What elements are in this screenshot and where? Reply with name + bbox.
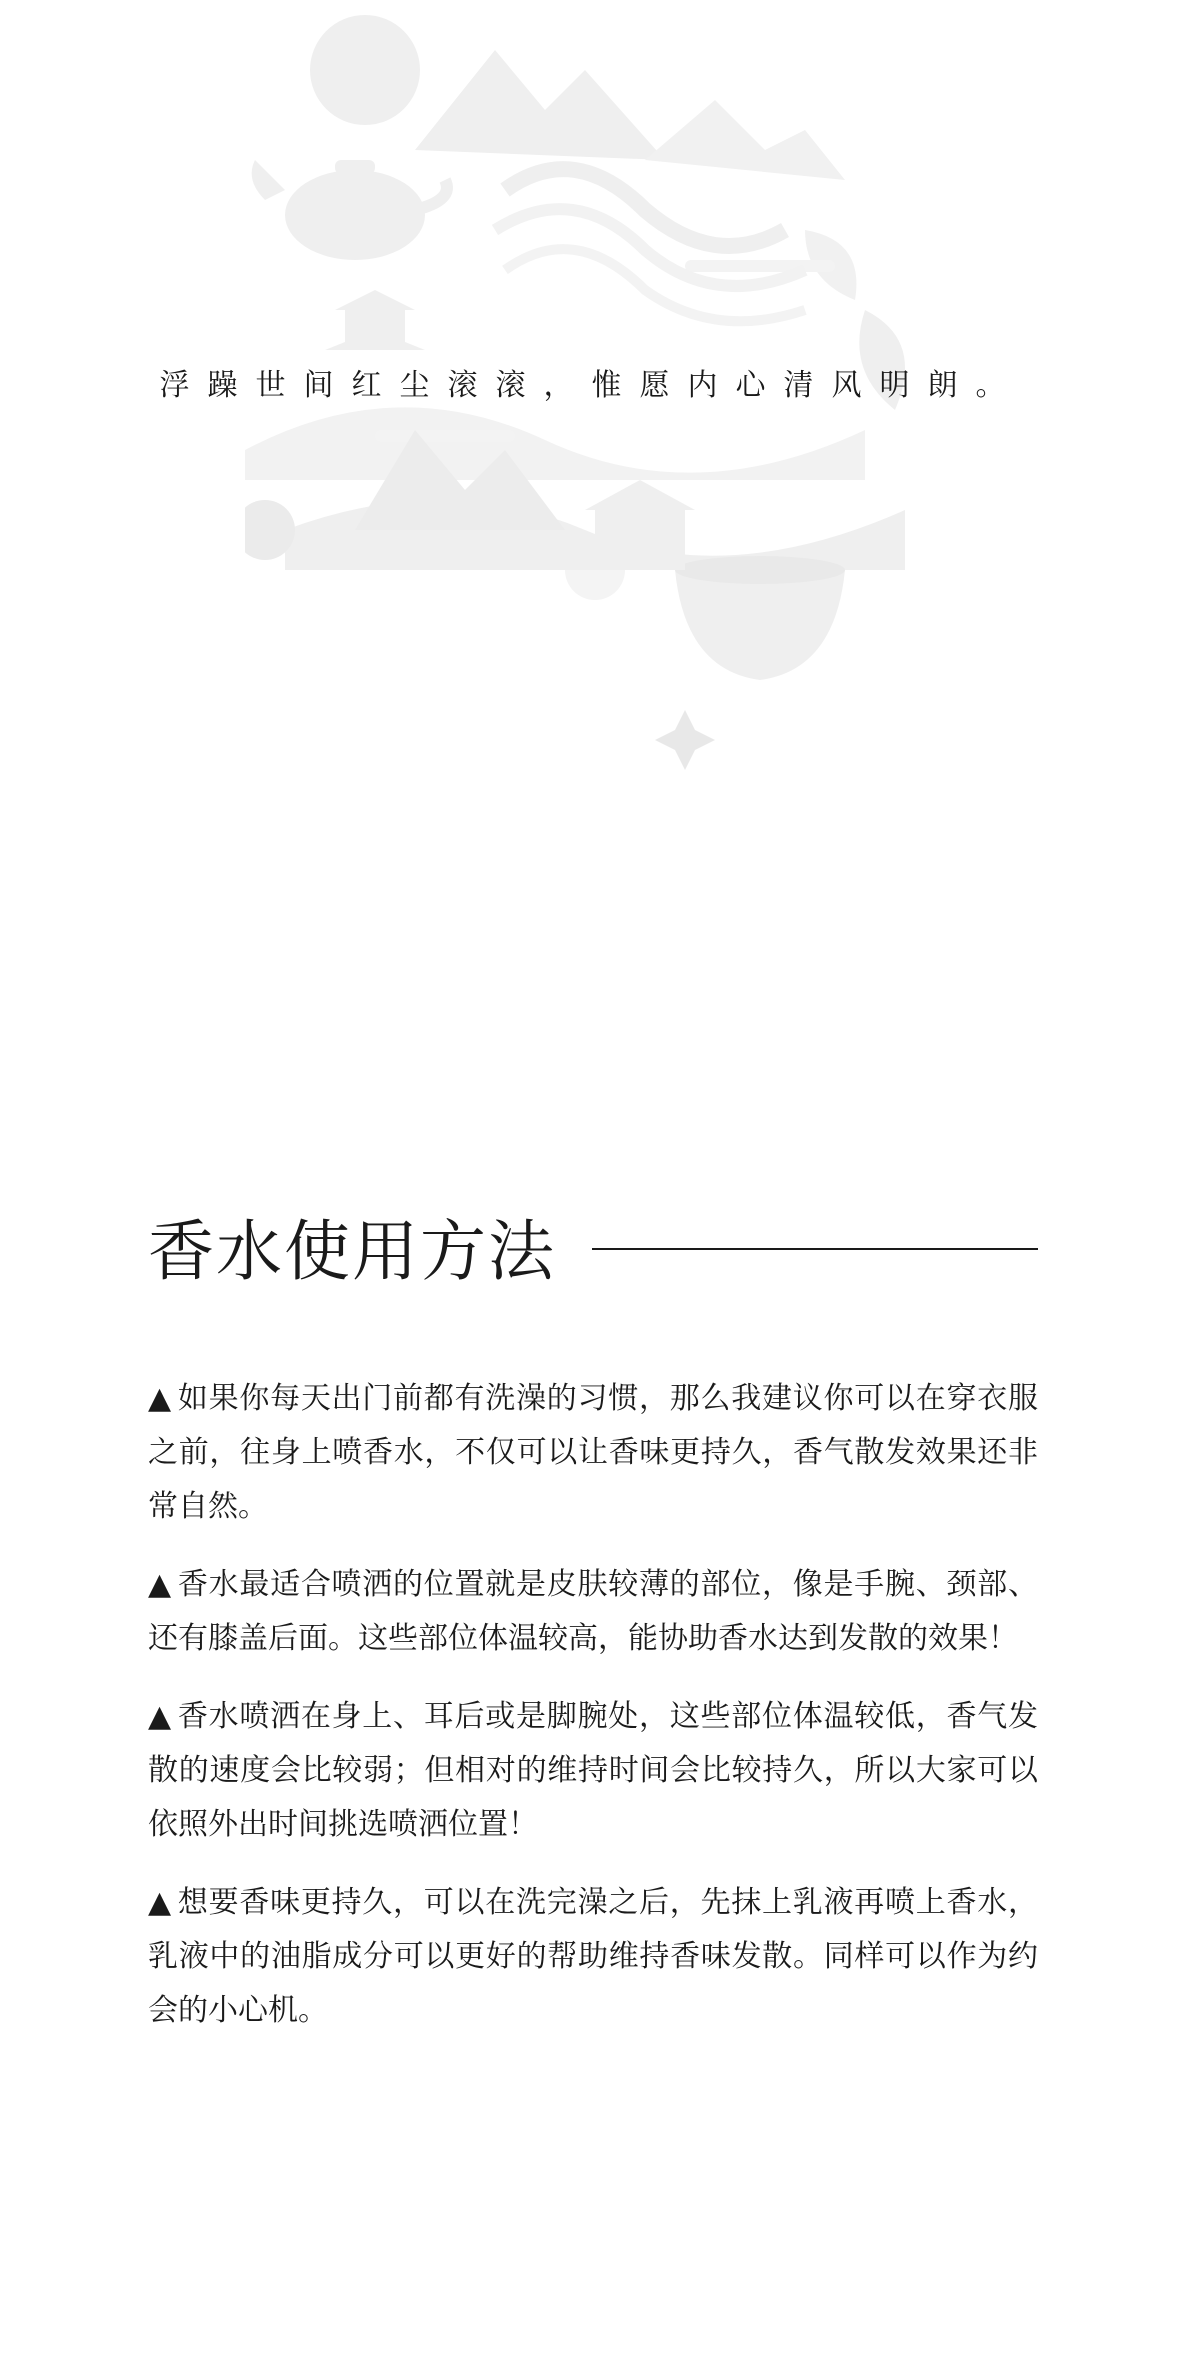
tip-text: 想要香味更持久，可以在洗完澡之后，先抹上乳液再喷上香水，乳液中的油脂成分可以更好的帮助维持香味发散。同样可以作为约会的小心机。 <box>148 1885 1038 2028</box>
tip-text: 香水最适合喷洒的位置就是皮肤较薄的部位，像是手腕、颈部、还有膝盖后面。这些部位体温较高，能协助香水达到发散的效果！ <box>148 1567 1038 1656</box>
perfume-usage-section <box>148 1200 1038 2062</box>
title-divider-line <box>592 1248 1038 1250</box>
triangle-bullet-icon: ▲ <box>148 1567 172 1602</box>
hero-banner <box>0 0 1183 780</box>
tip-text: 如果你每天出门前都有洗澡的习惯，那么我建议你可以在穿衣服之前，往身上喷香水，不仅可以让香味更持久，香气散发效果还非常自然。 <box>148 1381 1038 1524</box>
tip-item <box>148 1876 1038 2038</box>
triangle-bullet-icon: ▲ <box>148 1381 172 1416</box>
section-title: 香水使用方法 <box>148 1212 556 1290</box>
tip-item <box>148 1690 1038 1852</box>
tip-item <box>148 1558 1038 1666</box>
tip-item <box>148 1372 1038 1534</box>
motto-text: 浮躁世间红尘滚滚，惟愿内心清风明朗。 <box>159 368 1024 403</box>
tip-text: 香水喷洒在身上、耳后或是脚腕处，这些部位体温较低，香气发散的速度会比较弱；但相对的维持时间会比较持久，所以大家可以依照外出时间挑选喷洒位置！ <box>148 1699 1038 1842</box>
triangle-bullet-icon: ▲ <box>148 1699 172 1734</box>
section-header <box>148 1200 1038 1290</box>
tips-list <box>148 1372 1038 2038</box>
triangle-bullet-icon: ▲ <box>148 1885 172 1920</box>
